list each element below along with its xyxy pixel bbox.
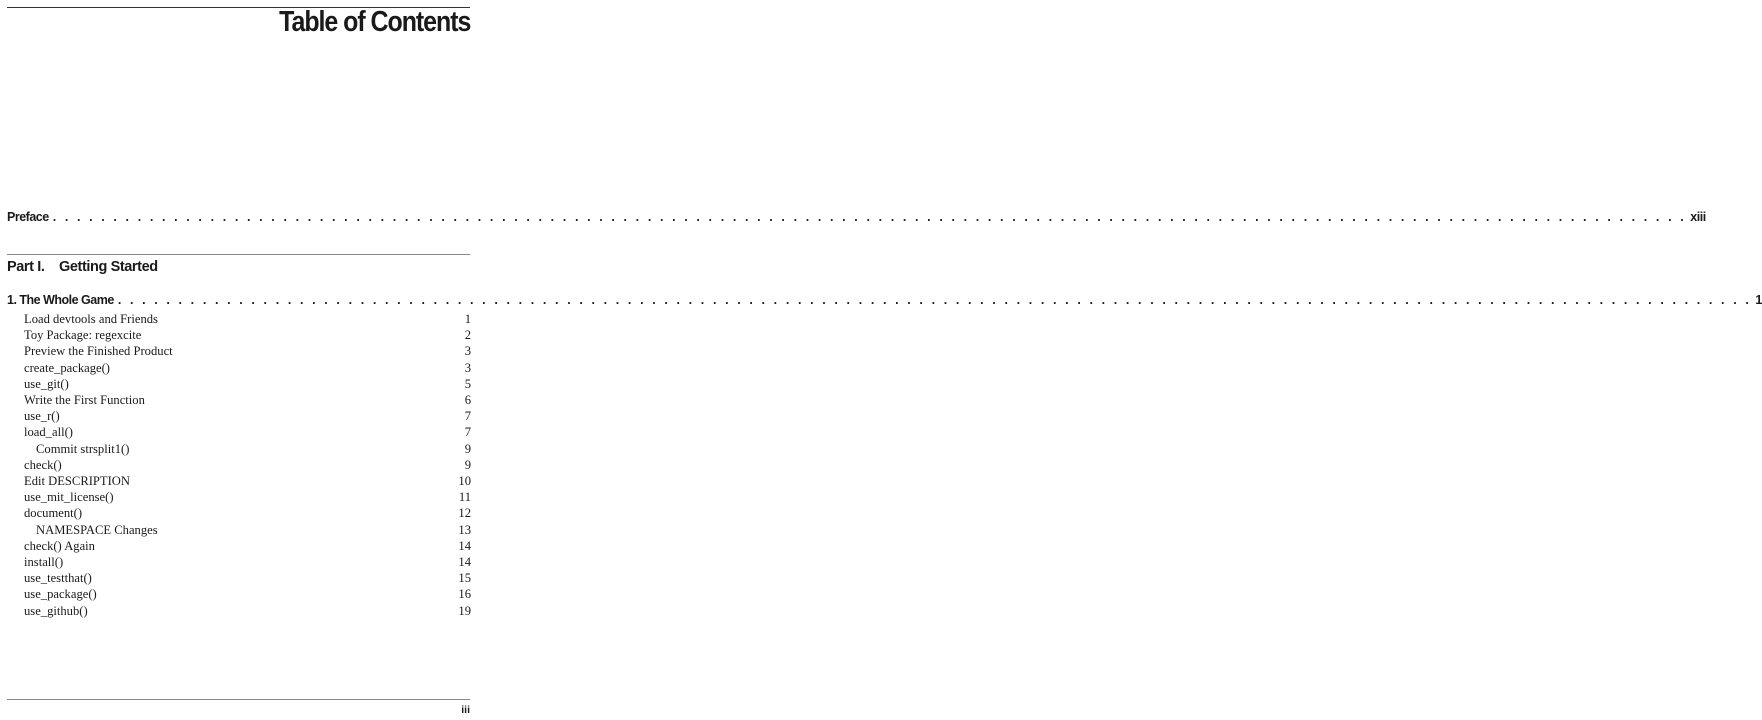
toc-subentry[interactable]	[24, 523, 471, 539]
toc-entry-page: 5	[464, 376, 471, 391]
toc-entry-title: check() Again	[24, 538, 95, 553]
toc-entry-title: load_all()	[24, 425, 73, 440]
toc-subentry[interactable]	[24, 442, 471, 458]
toc-entry-title: install()	[24, 555, 64, 569]
toc-entry-title: use_mit_license()	[24, 490, 114, 505]
toc-entry-page: 10	[458, 474, 471, 488]
toc-entry-title: Load devtools and Friends	[24, 312, 158, 326]
toc-entry[interactable]	[24, 571, 471, 587]
page-number: iii	[461, 704, 470, 716]
toc-entry-title: Edit DESCRIPTION	[24, 474, 131, 488]
toc-entry[interactable]	[24, 377, 471, 393]
toc-entry-page: 7	[464, 409, 471, 424]
toc-entry-page: 19	[458, 603, 471, 618]
toc-entry-page: 11	[458, 490, 471, 505]
toc-entry-title: use_r()	[24, 409, 60, 424]
dot-leader: . . . . . . . . . . . . . . . . . . . . . . . . . . . . . . . . . . . . . . . . . . . . . . . . . . . . . . . . . . . . . . . . . . . . . . . . . . . . . . . . . . . . . . . . . . . . . . . . . . . . . . . . . . . . . . . . . . . . . . . . . . . . . . . . . . . . . . .	[117, 293, 1752, 307]
page-title: Table of Contents	[278, 6, 470, 38]
toc-entry[interactable]	[24, 328, 471, 344]
preface-label: Preface	[7, 210, 49, 224]
preface-page: xiii	[1690, 210, 1706, 224]
toc-entry-page: 3	[464, 360, 471, 375]
toc-preface-entry[interactable]	[7, 210, 1706, 224]
dot-leader: . . . . . . . . . . . . . . . . . . . . . . . . . . . . . . . . . . . . . . . . . . . . . . . . . . . . . . . . . . . . . . . . . . . . . . . . . . . . . . . . . . . . . . . . . . . . . . . . . . . . . . . . . . . . . . . . . . . . . . . . . . . . . . . . . . . . . . .	[52, 210, 1687, 224]
chapter-page: 1	[1755, 293, 1762, 307]
toc-entry[interactable]	[24, 393, 471, 409]
toc-entry[interactable]	[24, 312, 471, 328]
part-divider	[7, 254, 470, 255]
toc-entry-title: create_package()	[24, 360, 110, 375]
toc-entry[interactable]	[24, 604, 471, 620]
toc-entry-title: Commit strsplit1()	[36, 441, 130, 456]
toc-entry-page: 16	[458, 587, 471, 602]
toc-chapter-entry[interactable]	[7, 293, 1762, 307]
toc-entry-title: use_package()	[24, 587, 97, 602]
toc-entry-page: 14	[458, 555, 471, 569]
toc-entry[interactable]	[24, 425, 471, 441]
toc-entry-page: 15	[458, 571, 471, 586]
footer-rule	[7, 699, 470, 700]
toc-entry-title: Write the First Function	[24, 393, 145, 407]
toc-entry-title: use_git()	[24, 376, 69, 391]
toc-entry-title: NAMESPACE Changes	[36, 522, 158, 537]
toc-entry-title: check()	[24, 457, 62, 472]
toc-entry-page: 9	[464, 441, 471, 456]
toc-entry-page: 1	[464, 312, 471, 326]
toc-entry-page: 9	[464, 457, 471, 472]
toc-entry-title: document()	[24, 506, 83, 521]
part-number: Part I.	[7, 259, 45, 275]
toc-entry-title: Preview the Finished Product	[24, 344, 173, 359]
toc-entry-page: 6	[464, 393, 471, 407]
toc-entry-page: 13	[458, 522, 471, 537]
toc-entry-page: 3	[464, 344, 471, 359]
toc-entry-page: 14	[458, 538, 471, 553]
toc-entry-title: Toy Package: regexcite	[24, 328, 142, 343]
chapter-label: 1. The Whole Game	[7, 293, 114, 307]
toc-entry[interactable]	[24, 474, 471, 490]
toc-entry[interactable]	[24, 506, 471, 522]
toc-entry-page: 2	[464, 328, 471, 343]
toc-entry-page: 12	[458, 506, 471, 521]
toc-entry[interactable]	[24, 555, 471, 571]
toc-entry[interactable]	[24, 409, 471, 425]
toc-entry[interactable]	[24, 458, 471, 474]
toc-entry-title: use_github()	[24, 603, 88, 618]
part-heading	[7, 259, 158, 275]
toc-entry-page: 7	[464, 425, 471, 440]
toc-entry[interactable]	[24, 490, 471, 506]
toc-entry[interactable]	[24, 361, 471, 377]
toc-entry[interactable]	[24, 587, 471, 603]
toc-entry[interactable]	[24, 344, 471, 360]
toc-entry-title: use_testthat()	[24, 571, 92, 586]
toc-entry[interactable]	[24, 539, 471, 555]
part-title: Getting Started	[59, 259, 158, 275]
